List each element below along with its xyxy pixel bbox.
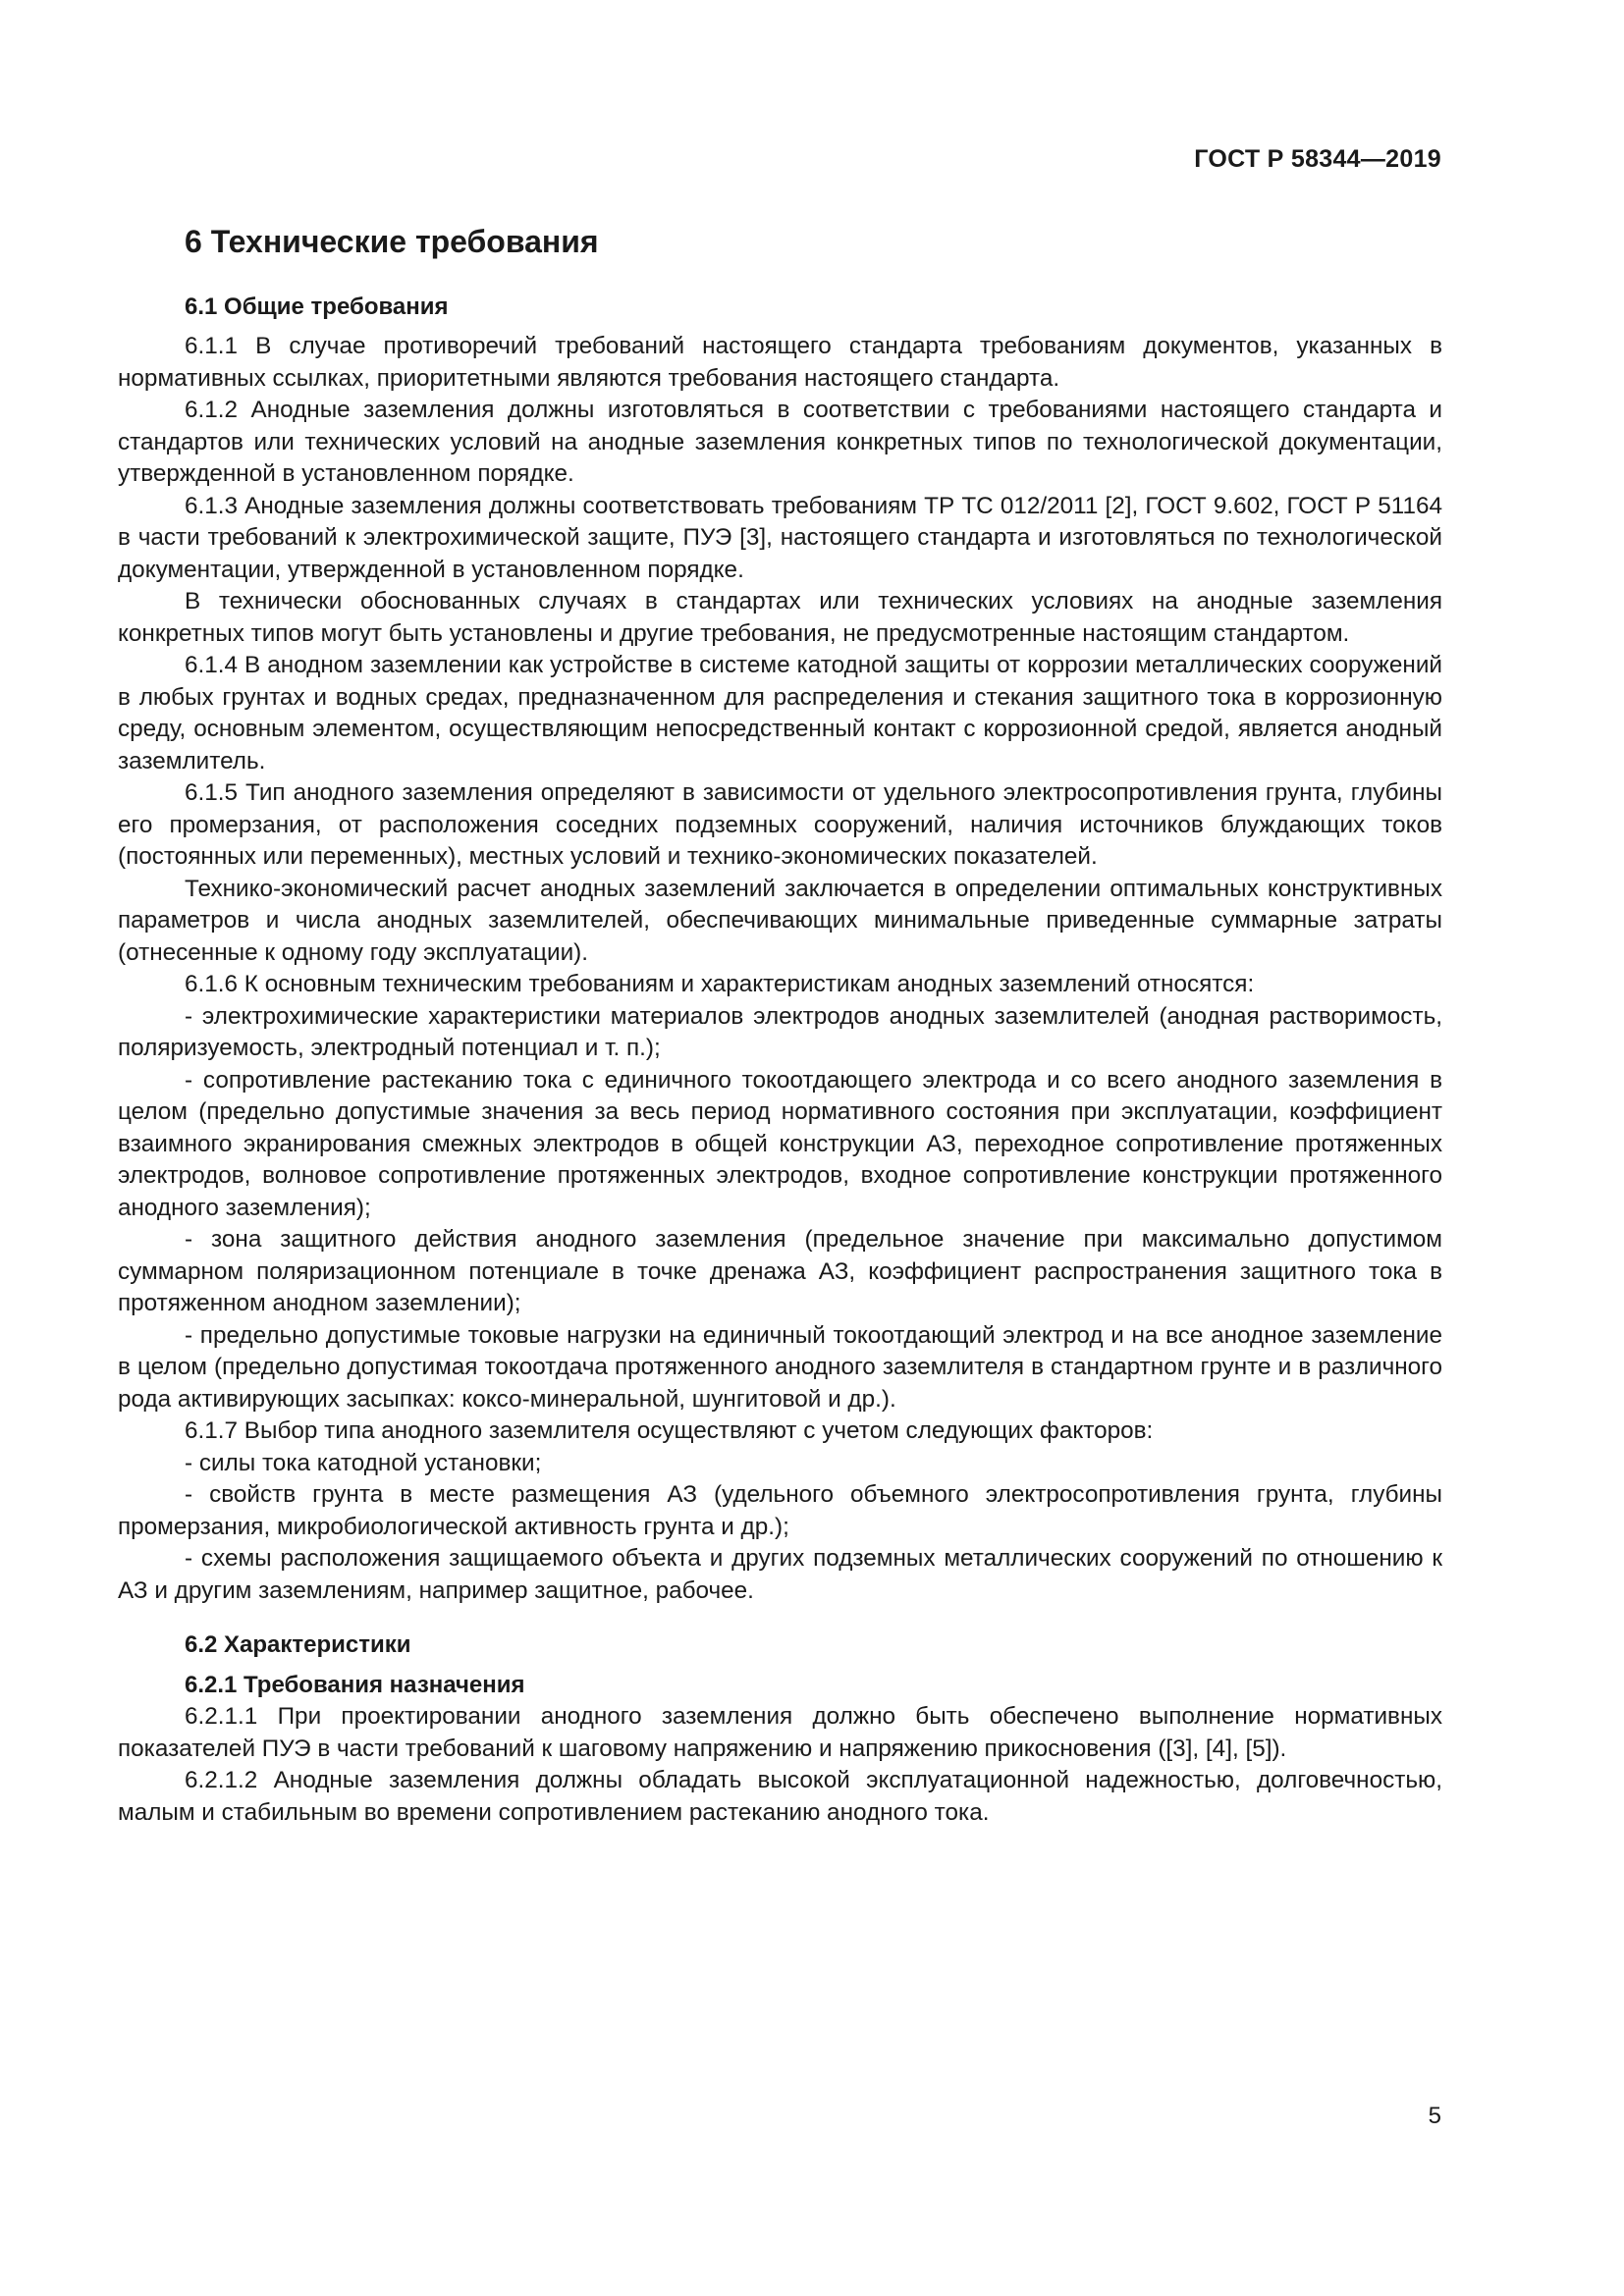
- subsection-title-6-1: 6.1 Общие требования: [185, 294, 449, 320]
- page-content: [118, 222, 1442, 1829]
- paragraph: 6.1.3 Анодные заземления должны соответствовать требованиям ТР ТС 012/2011 [2], ГОСТ 9.602, ГОСТ Р 51164 в части требований к электрохимической защите, ПУЭ [3], настоящего стандарта и изготовляться по технологической документации, утвержденной в установленном порядке.: [118, 492, 1442, 583]
- paragraph: 6.1.4 В анодном заземлении как устройстве в системе катодной защиты от коррозии металлических сооружений в любых грунтах и водных средах, предназначенном для распределения и стекания защитного тока в коррозионную среду, основным элементом, осуществляющим непосредственный контакт с коррозионной средой, является анодный заземлитель.: [118, 652, 1442, 774]
- paragraph: Технико-экономический расчет анодных заземлений заключается в определении оптимальных конструктивных параметров и числа анодных заземлителей, обеспечивающих минимальные приведенные суммарные затраты (отнесенные к одному году эксплуатации).: [118, 875, 1442, 966]
- page-number: 5: [1428, 2103, 1441, 2129]
- paragraph: 6.1.7 Выбор типа анодного заземлителя осуществляют с учетом следующих факторов:: [185, 1417, 1154, 1444]
- paragraph: 6.2.1.1 При проектировании анодного заземления должно быть обеспечено выполнение нормативных показателей ПУЭ в части требований к шаговому напряжению и напряжению прикосновения ([3], [4], [5]).: [118, 1703, 1442, 1762]
- paragraph: 6.2.1.2 Анодные заземления должны обладать высокой эксплуатационной надежностью, долговечностью, малым и стабильным во времени сопротивлением растеканию анодного тока.: [118, 1767, 1442, 1826]
- subsection-title-6-2-1: 6.2.1 Требования назначения: [185, 1672, 525, 1698]
- list-item: - предельно допустимые токовые нагрузки на единичный токоотдающий электрод и на все анодное заземление в целом (предельно допустимая токоотдача протяженного анодного заземлителя в стандартном грунте и в различного рода активирующих засыпках: коксо-минеральной, шунгитовой и др.).: [118, 1321, 1442, 1413]
- list-item: - свойств грунта в месте размещения АЗ (удельного объемного электросопротивления грунта, глубины промерзания, микробиологической активность грунта и др.);: [118, 1481, 1442, 1540]
- paragraph: 6.1.2 Анодные заземления должны изготовляться в соответствии с требованиями настоящего стандарта и стандартов или технических условий на анодные заземления конкретных типов по технологической документации, утвержденной в установленном порядке.: [118, 397, 1442, 487]
- paragraph: 6.1.1 В случае противоречий требований настоящего стандарта требованиям документов, указанных в нормативных ссылках, приоритетными являются требования настоящего стандарта.: [118, 333, 1442, 392]
- paragraph: В технически обоснованных случаях в стандартах или технических условиях на анодные заземления конкретных типов могут быть установлены и другие требования, не предусмотренные настоящим стандартом.: [118, 588, 1442, 647]
- list-item: - сопротивление растеканию тока с единичного токоотдающего электрода и со всего анодного заземления в целом (предельно допустимые значения за весь период нормативного состояния при эксплуатации, коэффициент взаимного экранирования смежных электродов в общей конструкции АЗ, переходное сопротивление протяженных электродов, волновое сопротивление протяженных электродов, входное сопротивление конструкции протяженного анодного заземления);: [118, 1066, 1442, 1221]
- section-title: 6 Технические требования: [185, 224, 599, 259]
- document-code: ГОСТ Р 58344—2019: [1194, 145, 1441, 173]
- list-item: - схемы расположения защищаемого объекта и других подземных металлических сооружений по отношению к АЗ и другим заземлениям, например защитное, рабочее.: [118, 1545, 1442, 1604]
- list-item: - зона защитного действия анодного заземления (предельное значение при максимально допустимом суммарном поляризационном потенциале в точке дренажа АЗ, коэффициент распространения защитного тока в протяженном анодном заземлении);: [118, 1226, 1442, 1316]
- subsection-title-6-2: 6.2 Характеристики: [185, 1631, 411, 1658]
- paragraph: 6.1.5 Тип анодного заземления определяют в зависимости от удельного электросопротивления грунта, глубины его промерзания, от расположения соседних подземных сооружений, наличия источников блуждающих токов (постоянных или переменных), местных условий и технико-экономических показателей.: [118, 779, 1442, 870]
- paragraph: 6.1.6 К основным техническим требованиям и характеристикам анодных заземлений относятся:: [185, 971, 1255, 997]
- list-item: - электрохимические характеристики материалов электродов анодных заземлителей (анодная растворимость, поляризуемость, электродный потенциал и т. п.);: [118, 1002, 1442, 1061]
- list-item: - силы тока катодной установки;: [185, 1449, 542, 1476]
